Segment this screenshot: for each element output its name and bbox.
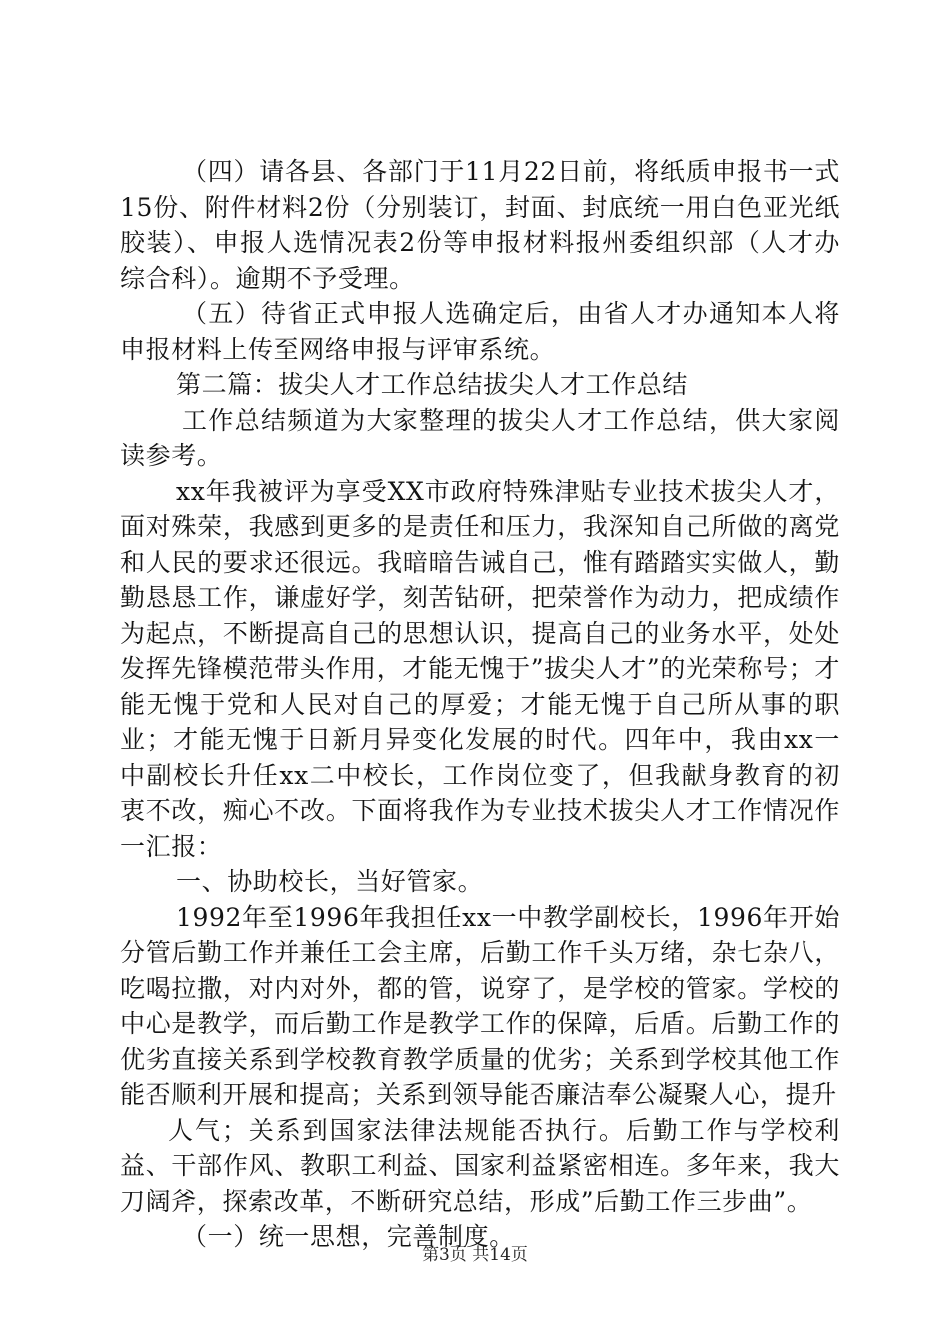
section-heading-assist-principal: 一、协助校长，当好管家。 bbox=[176, 867, 484, 896]
section-heading-part-two: 第二篇：拔尖人才工作总结拔尖人才工作总结 bbox=[176, 370, 689, 399]
document-body bbox=[120, 154, 840, 1255]
paragraph-intro: 工作总结频道为大家整理的拔尖人才工作总结，供大家阅读参考。 bbox=[120, 405, 840, 470]
paragraph-logistics-continued: 人气；关系到国家法律法规能否执行。后勤工作与学校利益、干部作风、教职工利益、国家利益紧密相连。多年来，我大刀阔斧，探索改革，不断研究总结，形成”后勤工作三步曲”。 bbox=[120, 1115, 840, 1216]
paragraph-upload-materials: （五）待省正式申报人选确定后，由省人才办通知本人将申报材料上传至网络申报与评审系统。 bbox=[120, 299, 840, 364]
subheading-unify-thinking: （一）统一思想，完善制度。 bbox=[182, 1222, 515, 1251]
page-footer: 第3页 共14页 bbox=[422, 1245, 528, 1265]
paragraph-award-statement: xx年我被评为享受XX市政府特殊津贴专业技术拔尖人才，面对殊荣，我感到更多的是责任和压力，我深知自己所做的离党和人民的要求还很远。我暗暗告诫自己，惟有踏踏实实做人，勤勤恳恳工作，谦虚好学，刻苦钻研，把荣誉作为动力，把成绩作为起点，不断提高自己的思想认识，提高自己的业务水平，处处发挥先锋模范带头作用，才能无愧于”拔尖人才”的光荣称号；才能无愧于党和人民对自己的厚爱；才能无愧于自己所从事的职业；才能无愧于日新月异变化发展的时代。四年中，我由xx一中副校长升任xx二中校长，工作岗位变了，但我献身教育的初衷不改，痴心不改。下面将我作为专业技术拔尖人才工作情况作一汇报： bbox=[120, 476, 840, 861]
paragraph-submission-deadline: （四）请各县、各部门于11月22日前，将纸质申报书一式15份、附件材料2份（分别装订，封面、封底统一用白色亚光纸胶装）、申报人选情况表2份等申报材料报州委组织部（人才办综合科）。逾期不予受理。 bbox=[120, 157, 840, 293]
paragraph-logistics-work: 1992年至1996年我担任xx一中教学副校长，1996年开始分管后勤工作并兼任工会主席，后勤工作千头万绪，杂七杂八，吃喝拉撒，对内对外，都的管，说穿了，是学校的管家。学校的中心是教学，而后勤工作是教学工作的保障，后盾。后勤工作的优劣直接关系到学校教育教学质量的优劣；关系到学校其他工作能否顺利开展和提高；关系到领导能否廉洁奉公凝聚人心，提升 bbox=[120, 902, 840, 1109]
